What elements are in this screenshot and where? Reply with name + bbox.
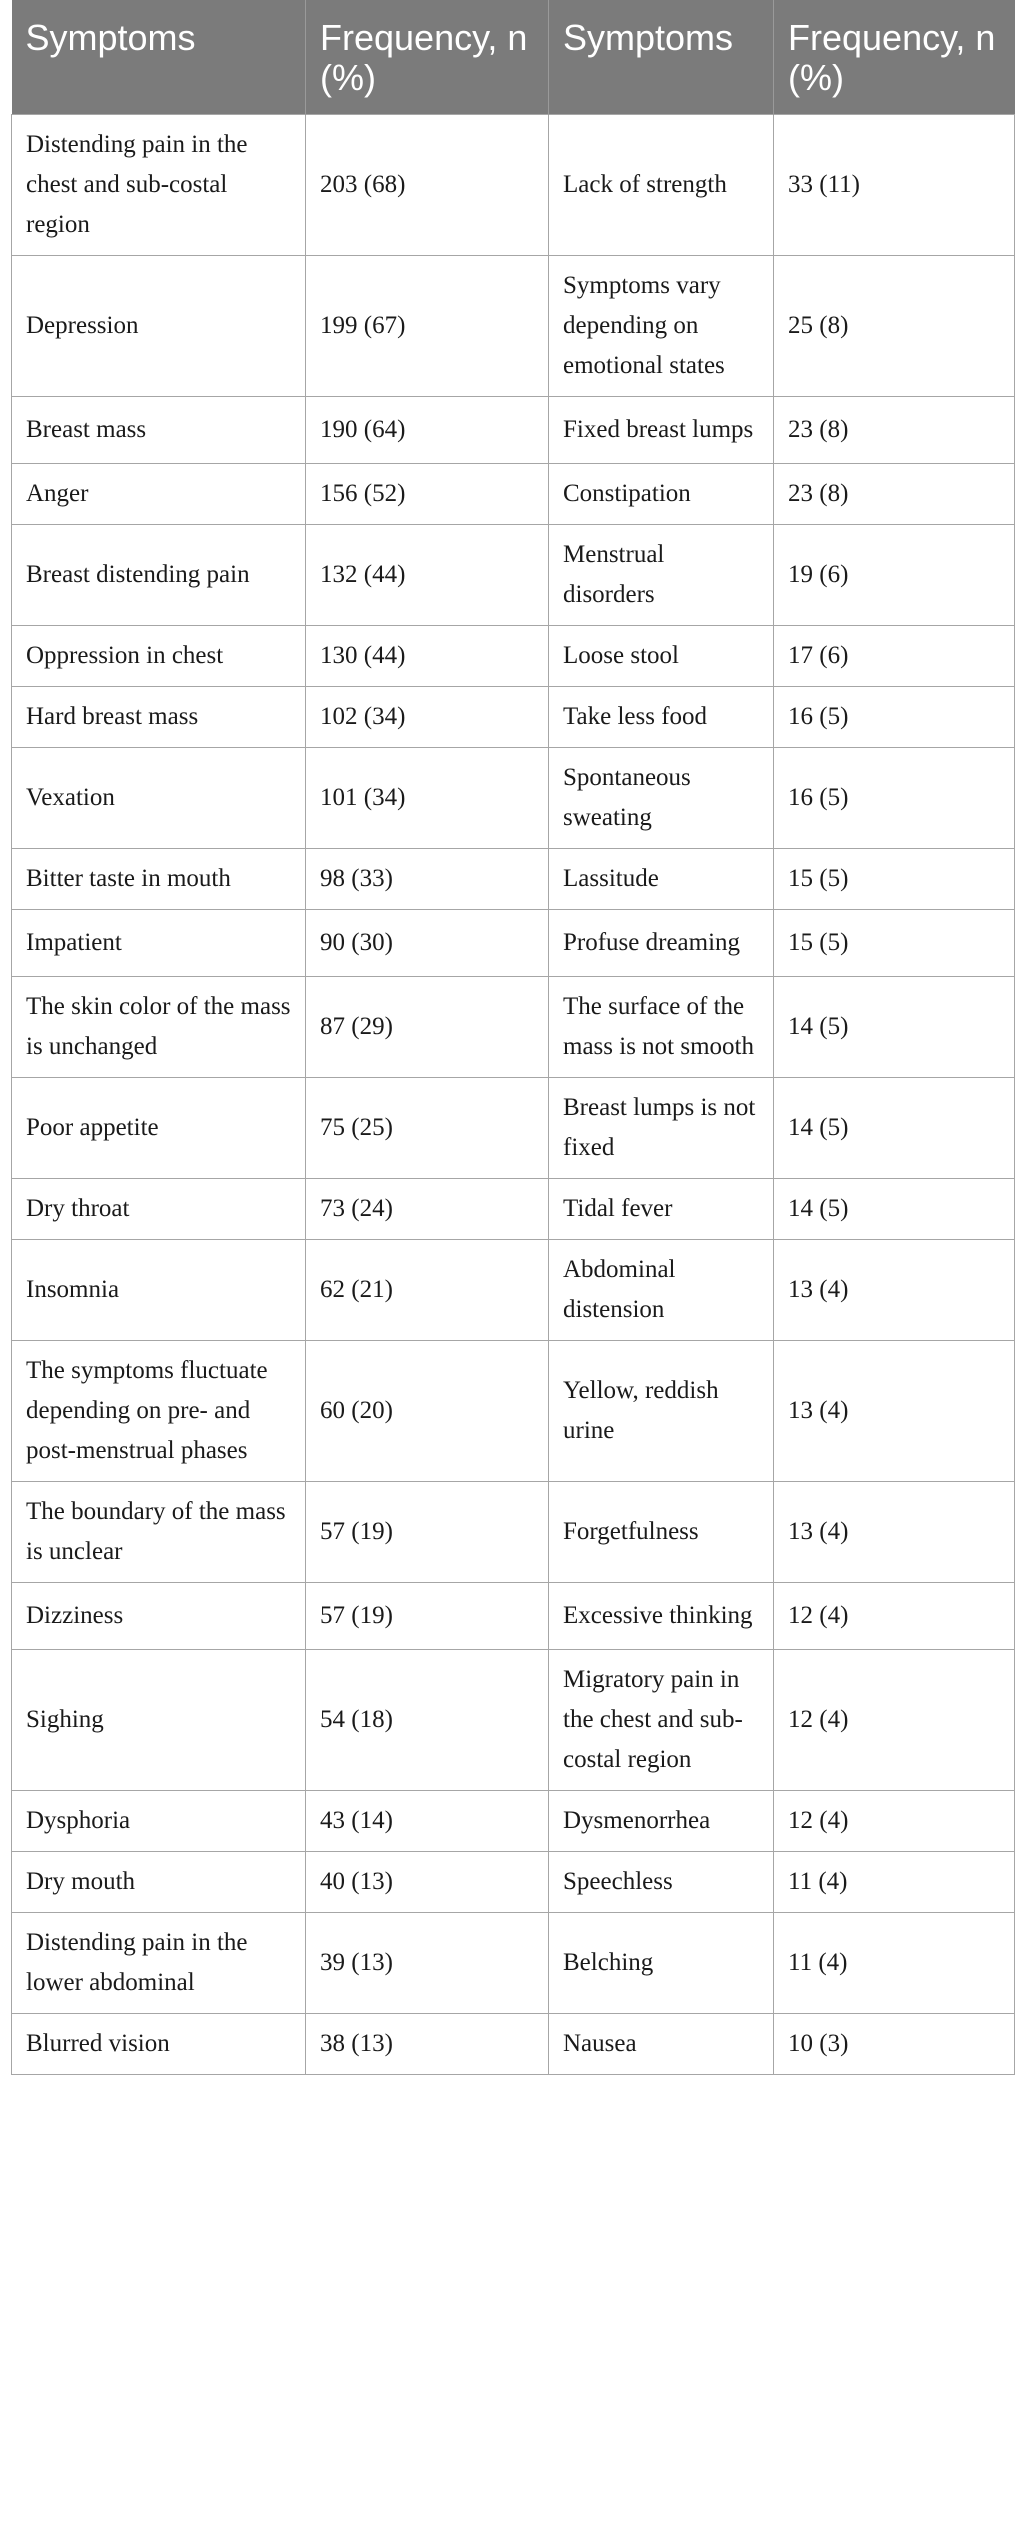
symptom-cell: Breast lumps is not fixed [549,1078,774,1179]
symptom-cell: Oppression in chest [12,626,306,687]
frequency-cell: 62 (21) [306,1240,549,1341]
symptom-cell: Vexation [12,748,306,849]
frequency-cell: 23 (8) [774,464,1015,525]
symptom-cell: Dizziness [12,1583,306,1650]
table-row [12,1852,1015,1913]
frequency-cell: 33 (11) [774,115,1015,256]
table-row [12,910,1015,977]
symptom-cell: Speechless [549,1852,774,1913]
frequency-cell: 15 (5) [774,849,1015,910]
symptom-cell: Excessive thinking [549,1583,774,1650]
table-row [12,464,1015,525]
frequency-cell: 19 (6) [774,525,1015,626]
symptom-cell: Poor appetite [12,1078,306,1179]
table-row [12,1791,1015,1852]
table-row [12,849,1015,910]
frequency-cell: 15 (5) [774,910,1015,977]
symptom-cell: The boundary of the mass is unclear [12,1482,306,1583]
symptom-frequency-table [11,0,1015,2075]
frequency-cell: 11 (4) [774,1913,1015,2014]
frequency-cell: 87 (29) [306,977,549,1078]
symptom-cell: Anger [12,464,306,525]
table-row [12,687,1015,748]
symptom-cell: Impatient [12,910,306,977]
table-row [12,397,1015,464]
table-row [12,977,1015,1078]
table-row [12,1341,1015,1482]
symptom-cell: Belching [549,1913,774,2014]
table-row [12,1078,1015,1179]
frequency-cell: 54 (18) [306,1650,549,1791]
frequency-cell: 17 (6) [774,626,1015,687]
frequency-cell: 14 (5) [774,977,1015,1078]
symptom-cell: Symptoms vary depending on emotional states [549,256,774,397]
frequency-cell: 38 (13) [306,2014,549,2075]
frequency-cell: 57 (19) [306,1482,549,1583]
symptom-cell: Fixed breast lumps [549,397,774,464]
table-row [12,115,1015,256]
frequency-cell: 57 (19) [306,1583,549,1650]
header-frequency-1: Frequency, n (%) [306,0,549,115]
symptom-cell: Distending pain in the lower abdominal [12,1913,306,2014]
frequency-cell: 98 (33) [306,849,549,910]
symptom-cell: Sighing [12,1650,306,1791]
symptom-cell: Yellow, reddish urine [549,1341,774,1482]
symptom-cell: Insomnia [12,1240,306,1341]
symptom-cell: Take less food [549,687,774,748]
symptom-cell: Spontaneous sweating [549,748,774,849]
symptom-cell: Forgetfulness [549,1482,774,1583]
table-row [12,748,1015,849]
frequency-cell: 101 (34) [306,748,549,849]
frequency-cell: 73 (24) [306,1179,549,1240]
symptom-cell: Distending pain in the chest and sub-costal region [12,115,306,256]
symptom-cell: Profuse dreaming [549,910,774,977]
table-row [12,1240,1015,1341]
frequency-cell: 190 (64) [306,397,549,464]
frequency-cell: 10 (3) [774,2014,1015,2075]
header-frequency-2: Frequency, n (%) [774,0,1015,115]
frequency-cell: 199 (67) [306,256,549,397]
symptom-cell: Dysmenorrhea [549,1791,774,1852]
header-symptoms-1: Symptoms [12,0,306,115]
table-body [12,115,1015,2075]
symptom-cell: Blurred vision [12,2014,306,2075]
frequency-cell: 132 (44) [306,525,549,626]
symptom-cell: The skin color of the mass is unchanged [12,977,306,1078]
frequency-cell: 12 (4) [774,1583,1015,1650]
frequency-cell: 11 (4) [774,1852,1015,1913]
symptom-cell: Tidal fever [549,1179,774,1240]
table-row [12,1650,1015,1791]
frequency-cell: 13 (4) [774,1482,1015,1583]
table-row [12,1179,1015,1240]
frequency-cell: 13 (4) [774,1240,1015,1341]
symptom-cell: Dry throat [12,1179,306,1240]
frequency-cell: 25 (8) [774,256,1015,397]
frequency-cell: 75 (25) [306,1078,549,1179]
frequency-cell: 156 (52) [306,464,549,525]
symptom-cell: Menstrual disorders [549,525,774,626]
symptom-cell: Loose stool [549,626,774,687]
symptom-cell: Dry mouth [12,1852,306,1913]
symptom-cell: Nausea [549,2014,774,2075]
frequency-cell: 12 (4) [774,1650,1015,1791]
symptom-frequency-table-container [11,0,1014,2075]
frequency-cell: 13 (4) [774,1341,1015,1482]
symptom-cell: Constipation [549,464,774,525]
frequency-cell: 102 (34) [306,687,549,748]
symptom-cell: Breast mass [12,397,306,464]
symptom-cell: Breast distending pain [12,525,306,626]
frequency-cell: 203 (68) [306,115,549,256]
frequency-cell: 16 (5) [774,748,1015,849]
symptom-cell: The surface of the mass is not smooth [549,977,774,1078]
header-row [12,0,1015,115]
symptom-cell: The symptoms fluctuate depending on pre- and post-menstrual phases [12,1341,306,1482]
symptom-cell: Abdominal distension [549,1240,774,1341]
symptom-cell: Lassitude [549,849,774,910]
table-row [12,256,1015,397]
table-header [12,0,1015,115]
table-row [12,1913,1015,2014]
frequency-cell: 90 (30) [306,910,549,977]
frequency-cell: 39 (13) [306,1913,549,2014]
table-row [12,525,1015,626]
table-row [12,1583,1015,1650]
symptom-cell: Migratory pain in the chest and sub-costal region [549,1650,774,1791]
symptom-cell: Depression [12,256,306,397]
table-row [12,1482,1015,1583]
frequency-cell: 14 (5) [774,1179,1015,1240]
table-row [12,626,1015,687]
frequency-cell: 40 (13) [306,1852,549,1913]
table-row [12,2014,1015,2075]
symptom-cell: Dysphoria [12,1791,306,1852]
frequency-cell: 23 (8) [774,397,1015,464]
frequency-cell: 43 (14) [306,1791,549,1852]
symptom-cell: Hard breast mass [12,687,306,748]
frequency-cell: 60 (20) [306,1341,549,1482]
header-symptoms-2: Symptoms [549,0,774,115]
frequency-cell: 12 (4) [774,1791,1015,1852]
frequency-cell: 16 (5) [774,687,1015,748]
symptom-cell: Lack of strength [549,115,774,256]
frequency-cell: 14 (5) [774,1078,1015,1179]
frequency-cell: 130 (44) [306,626,549,687]
symptom-cell: Bitter taste in mouth [12,849,306,910]
